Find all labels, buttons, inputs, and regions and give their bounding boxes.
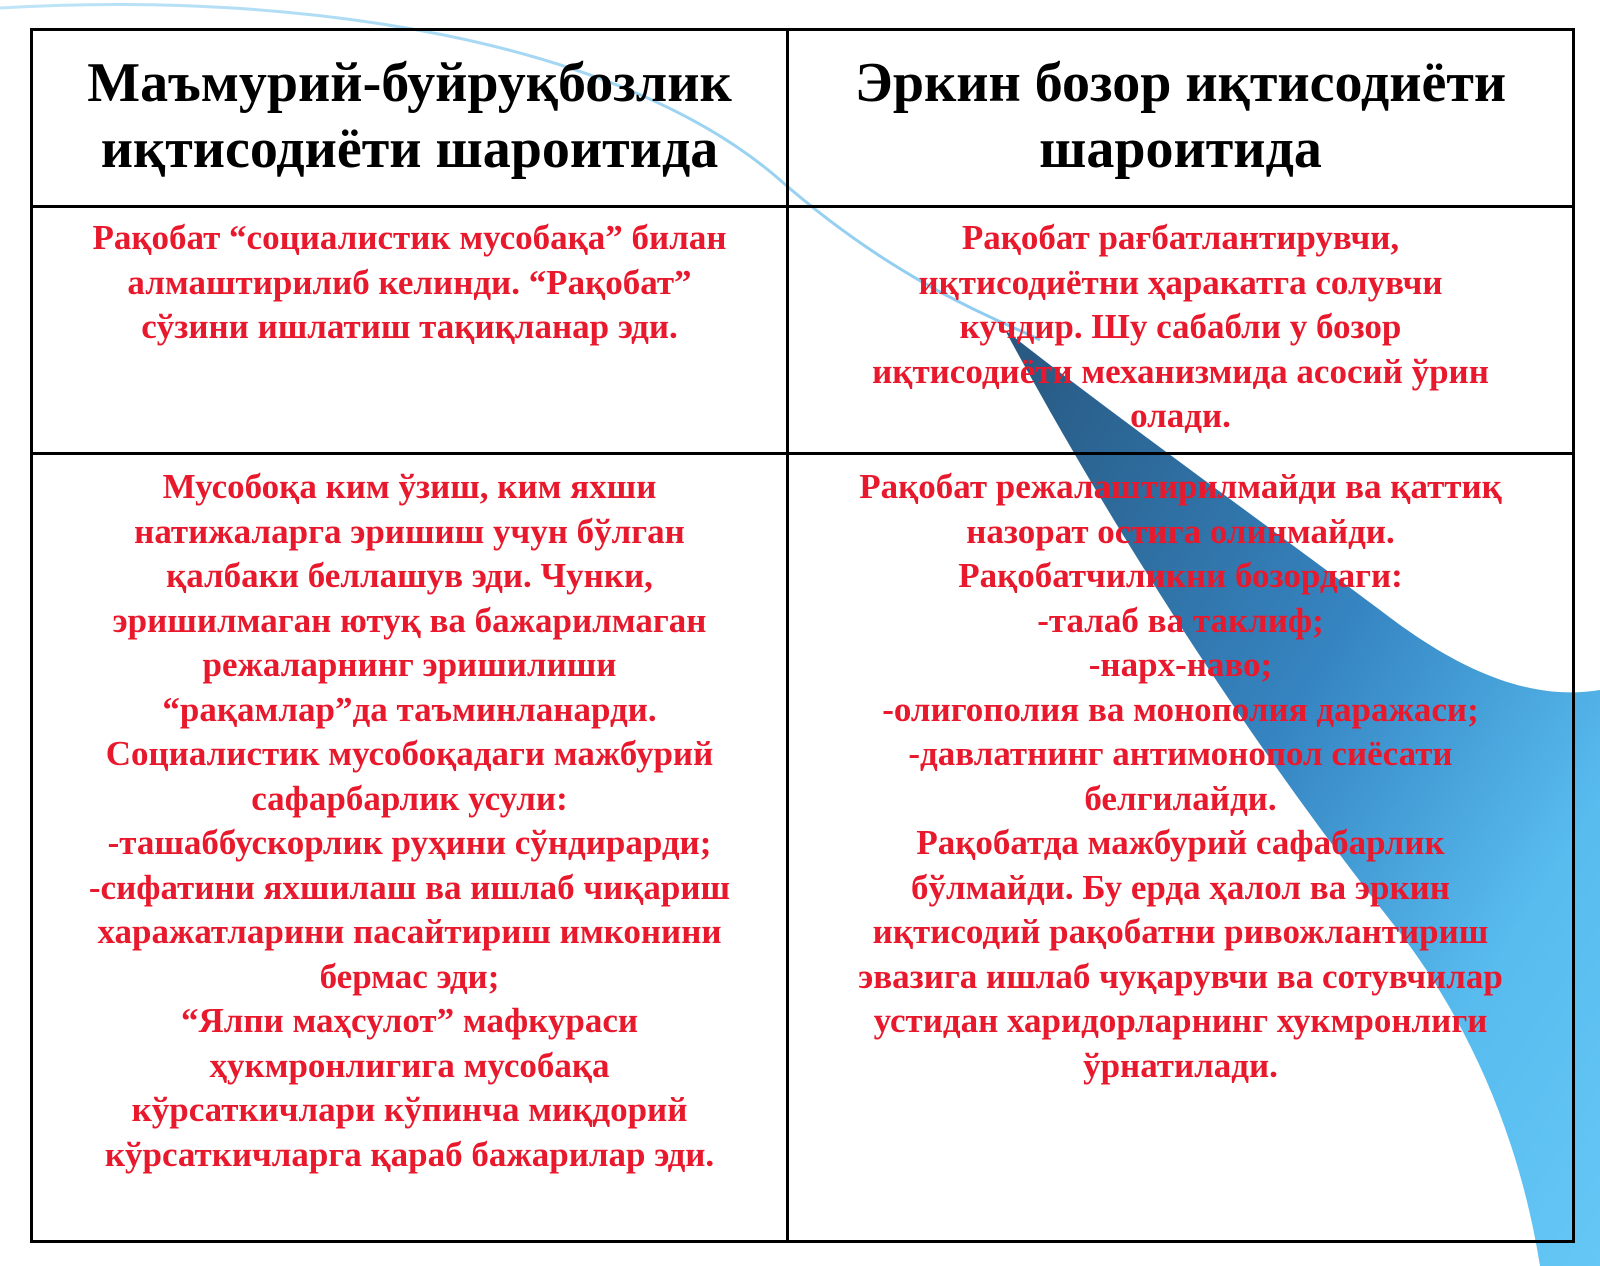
cell-market-competition xyxy=(788,207,1574,454)
cell-text: Рақобат режалаштирилмайди ва қаттиқ назорат остига олинмайди. Рақобатчиликни бозордаги: -талаб ва таклиф; -нарх-наво; -олигополия ва монополия даражаси; -давлатнинг антимонопол сиёсати белгилайди. Рақобатда мажбурий сафабарлик бўлмайди. Бу ерда ҳалол ва эркин иқтисодий рақобатни ривожлантириш эвазига ишлаб чуқарувчи ва сотувчилар устидан харидорларнинг хукмронлиги ўрнатилади. xyxy=(858,467,1503,1085)
cell-text: Мусобоқа ким ўзиш, ким яхши натижаларга эришиш учун бўлган қалбаки беллашув эди. Чунки, эришилмаган ютуқ ва бажарилмаган режаларнинг эришилиши “рақамлар”да таъминланарди. Социалистик мусобоқадаги мажбурий сафарбарлик усули: -ташаббускорлик руҳини сўндирарди; -сифатини яхшилаш ва ишлаб чиқариш харажатларини пасайтириш имконини бермас эди; “Ялпи маҳсулот” мафкураси ҳукмронлигига мусобақа кўрсаткичлари кўпинча миқдорий кўрсаткичларга қараб бажарилар эди. xyxy=(88,467,731,1174)
cell-text: Рақобат “социалистик мусобақа” билан алмаштирилиб келинди. “Рақобат” сўзини ишлатиш тақиқланар эди. xyxy=(92,218,727,346)
cell-market-regulation xyxy=(788,454,1574,1242)
cell-text: Рақобат рағбатлантирувчи, иқтисодиётни ҳаракатга солувчи кучдир. Шу сабабли у бозор иқтисодиёти механизмида асосий ўрин олади. xyxy=(872,218,1489,435)
table-row xyxy=(32,207,1574,454)
cell-command-competition xyxy=(32,207,788,454)
table-header-row xyxy=(32,30,1574,207)
table-row xyxy=(32,454,1574,1242)
comparison-table xyxy=(30,28,1575,1243)
cell-command-contest xyxy=(32,454,788,1242)
header-command-economy: Маъмурий-буйруқбозлик иқтисодиёти шароитида xyxy=(32,30,788,207)
header-free-market-economy: Эркин бозор иқтисодиёти шароитида xyxy=(788,30,1574,207)
